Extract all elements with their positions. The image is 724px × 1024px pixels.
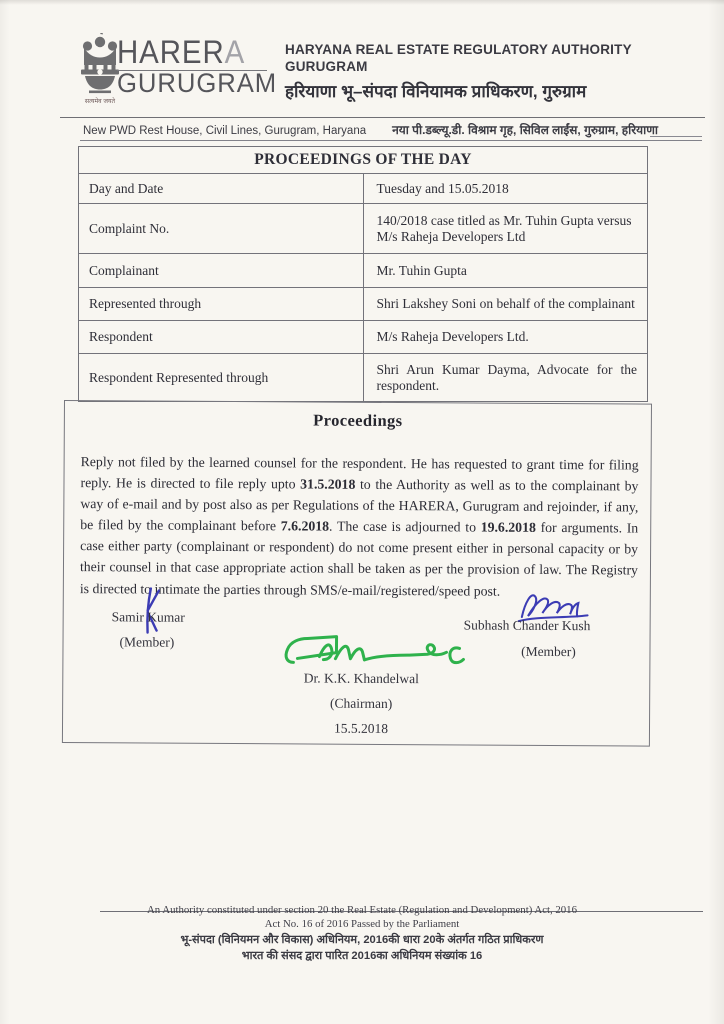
signatory-role: (Chairman): [329, 695, 393, 712]
harera-logo: [117, 36, 287, 98]
row-value: Shri Lakshey Soni on behalf of the complainant: [363, 288, 648, 321]
table-title-row: [79, 147, 648, 174]
authority-title-hindi: हरियाणा भू–संपदा विनियामक प्राधिकरण, गुरुग्राम: [285, 82, 587, 101]
row-value: Tuesday and 15.05.2018: [363, 174, 648, 204]
footer-line2: Act No. 16 of 2016 Passed by the Parliament: [264, 918, 460, 930]
signatory-name: Dr. K.K. Khandelwal: [303, 670, 419, 687]
table-row: [79, 254, 648, 288]
authority-title-line1: HARYANA REAL ESTATE REGULATORY AUTHORITY: [285, 42, 632, 57]
signatory-member-left: [111, 609, 251, 651]
table-row: [79, 321, 648, 354]
signatory-member-right: [463, 617, 633, 660]
logo-underline: [117, 70, 267, 71]
header-divider-line: [60, 117, 705, 118]
signatory-chairman: [251, 670, 471, 746]
row-label: Complainant: [79, 254, 364, 288]
emblem-motto: सत्यमेव जयते: [84, 98, 116, 105]
table-row: [79, 174, 648, 204]
proceedings-heading: Proceedings: [313, 410, 403, 431]
address-english: New PWD Rest House, Civil Lines, Gurugram, Haryana: [83, 125, 367, 137]
row-label: Complaint No.: [79, 204, 364, 254]
footer-line3-hindi: भू-संपदा (विनियमन और विकास) अधिनियम, 2016की धारा 20के अंतर्गत गठित प्राधिकरण: [180, 934, 544, 946]
footer-block: [10, 903, 714, 963]
signatory-name: Samir Kumar: [111, 609, 185, 625]
row-value: M/s Raheja Developers Ltd.: [363, 321, 648, 354]
row-label: Respondent Represented through: [79, 354, 364, 402]
logo-harera-main: HARER: [117, 34, 225, 70]
table-title: PROCEEDINGS OF THE DAY: [79, 147, 648, 174]
signatory-role: (Member): [521, 643, 576, 660]
table-row: [79, 204, 648, 254]
row-value: Mr. Tuhin Gupta: [363, 254, 648, 288]
logo-gurugram-text: GURUGRAM: [117, 68, 278, 98]
proceedings-section: [62, 400, 652, 747]
row-value: Shri Arun Kumar Dayma, Advocate for the respondent.: [363, 354, 648, 402]
signature-date: 15.5.2018: [333, 720, 389, 736]
table-row: [79, 354, 648, 402]
row-label: Respondent: [79, 321, 364, 354]
signatory-name: Subhash Chander Kush: [463, 617, 591, 634]
address-hindi: नया पी.डब्ल्यू.डी. विश्राम गृह, सिविल लाईंस, गुरुग्राम, हरियाणा: [392, 123, 658, 137]
footer-line4-hindi: भारत की संसद द्वारा पारित 2016का अधिनियम संख्यांक 16: [241, 950, 483, 962]
row-label: Day and Date: [79, 174, 364, 204]
proceedings-paragraph: Reply not filed by the learned counsel for the respondent. He has requested to grant time for filing reply. He is directed to file reply upto 31.5.2018 to the Authority as well as to the complainant by way of e-mail and by post also as per Regulations of the HARERA, Gurugram and rejoinder, if any, be filed by the complainant before 7.6.2018. The case is adjourned to 19.6.2018 for arguments. In case either party (complainant or respondent) do not come present either in personal capacity or by their counsel in that case appropriate action shall be taken as per the provision of law. The Registry is directed to intimate the parties through SMS/e-mail/registered/speed post.: [79, 454, 639, 599]
footer-line1: An Authority constituted under section 20 the Real Estate (Regulation and Development) Act, 2016: [147, 904, 577, 916]
row-label: Represented through: [79, 288, 364, 321]
row-value: 140/2018 case titled as Mr. Tuhin Gupta versus M/s Raheja Developers Ltd: [363, 204, 648, 254]
address-line: [83, 121, 703, 138]
signature-chairman-icon: [281, 632, 466, 675]
proceedings-table: [78, 146, 648, 402]
logo-harera-fade-letter: A: [224, 34, 246, 70]
address-underline: [80, 140, 702, 141]
scan-line-fragment: [650, 136, 702, 137]
authority-title-line2: GURUGRAM: [285, 59, 368, 74]
table-row: [79, 288, 648, 321]
signatory-role: (Member): [119, 634, 175, 650]
logo-harera-text: [117, 36, 273, 68]
authority-title-block: [285, 41, 685, 102]
